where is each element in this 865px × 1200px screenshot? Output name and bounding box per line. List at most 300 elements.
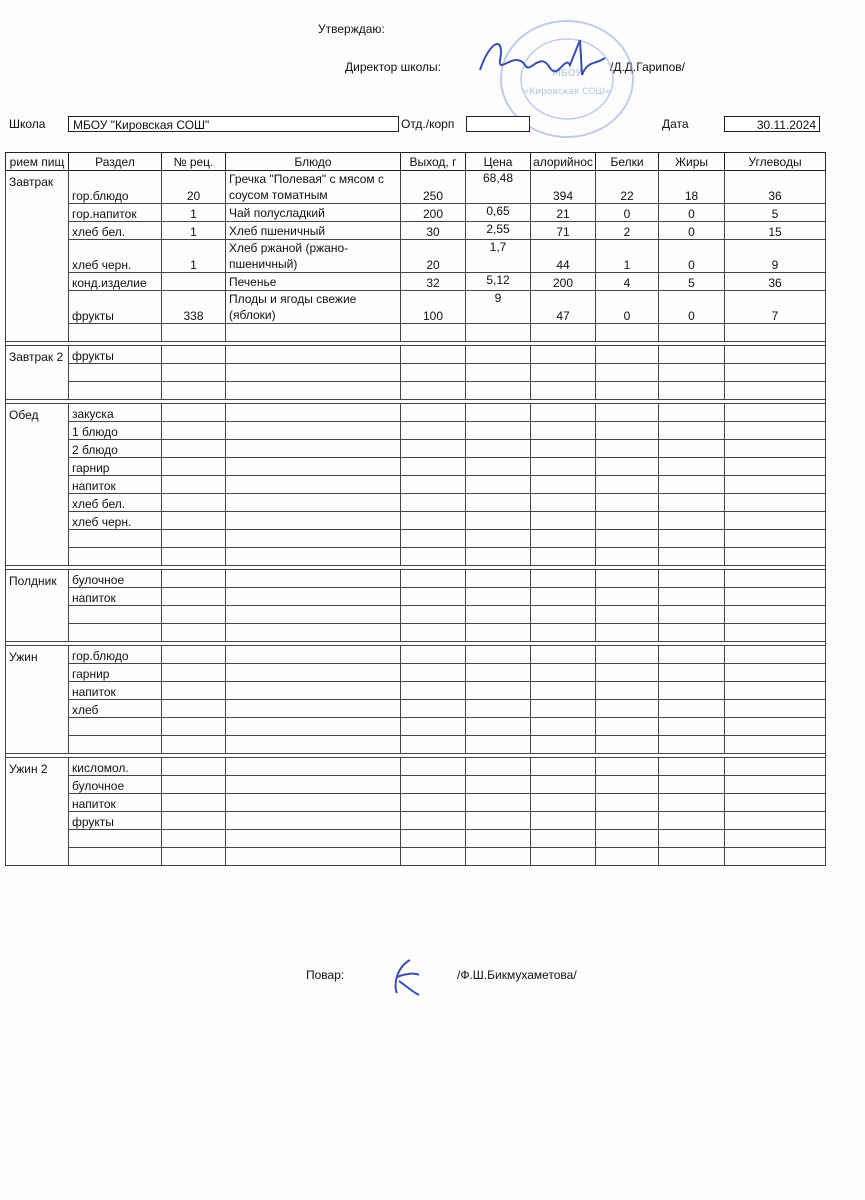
- fat-cell: [659, 700, 725, 718]
- section-cell: хлеб: [69, 700, 162, 718]
- output-cell: [401, 606, 466, 624]
- dish-cell: Плоды и ягоды свежие (яблоки): [226, 291, 401, 324]
- carbs-cell: [725, 588, 826, 606]
- kcal-cell: [531, 664, 596, 682]
- column-header: рием пищ: [6, 153, 69, 171]
- date-field[interactable]: 30.11.2024: [724, 116, 820, 132]
- section-cell: [69, 530, 162, 548]
- price-cell: [466, 382, 531, 400]
- section-cell: гор.блюдо: [69, 171, 162, 204]
- fat-cell: [659, 422, 725, 440]
- output-cell: 30: [401, 222, 466, 240]
- fat-cell: 0: [659, 291, 725, 324]
- cook-name: /Ф.Ш.Бикмухаметова/: [457, 968, 577, 982]
- section-cell: [69, 548, 162, 566]
- kcal-cell: [531, 404, 596, 422]
- kcal-cell: [531, 794, 596, 812]
- dish-cell: [226, 588, 401, 606]
- carbs-cell: [725, 422, 826, 440]
- director-label: Директор школы:: [345, 60, 441, 74]
- protein-cell: [596, 404, 659, 422]
- kcal-cell: [531, 548, 596, 566]
- dish-cell: [226, 364, 401, 382]
- price-cell: [466, 682, 531, 700]
- recipe-cell: [162, 458, 226, 476]
- protein-cell: [596, 458, 659, 476]
- table-row: [6, 171, 826, 204]
- table-row: [6, 324, 826, 342]
- fat-cell: [659, 776, 725, 794]
- kcal-cell: [531, 830, 596, 848]
- output-cell: [401, 494, 466, 512]
- protein-cell: 2: [596, 222, 659, 240]
- approve-label: Утверждаю:: [318, 22, 385, 36]
- recipe-cell: [162, 494, 226, 512]
- protein-cell: [596, 512, 659, 530]
- table-row: [6, 812, 826, 830]
- protein-cell: [596, 776, 659, 794]
- section-cell: фрукты: [69, 346, 162, 364]
- price-cell: [466, 346, 531, 364]
- protein-cell: [596, 700, 659, 718]
- carbs-cell: [725, 682, 826, 700]
- price-cell: 5,12: [466, 273, 531, 291]
- dish-cell: [226, 346, 401, 364]
- recipe-cell: [162, 273, 226, 291]
- protein-cell: 1: [596, 240, 659, 273]
- table-row: [6, 240, 826, 273]
- output-cell: [401, 758, 466, 776]
- output-cell: [401, 422, 466, 440]
- price-cell: 2,55: [466, 222, 531, 240]
- section-cell: напиток: [69, 682, 162, 700]
- fat-cell: 0: [659, 204, 725, 222]
- section-cell: [69, 718, 162, 736]
- protein-cell: [596, 548, 659, 566]
- kcal-cell: [531, 512, 596, 530]
- school-field[interactable]: МБОУ "Кировская СОШ": [68, 116, 399, 132]
- kcal-cell: [531, 494, 596, 512]
- fat-cell: [659, 736, 725, 754]
- section-cell: напиток: [69, 476, 162, 494]
- carbs-cell: [725, 404, 826, 422]
- protein-cell: [596, 494, 659, 512]
- carbs-cell: [725, 812, 826, 830]
- meal-name-cell: Обед: [6, 404, 69, 566]
- svg-text:«Кировская СОШ»: «Кировская СОШ»: [523, 87, 611, 97]
- table-row: [6, 736, 826, 754]
- carbs-cell: [725, 758, 826, 776]
- carbs-cell: [725, 848, 826, 866]
- output-cell: [401, 440, 466, 458]
- kcal-cell: [531, 324, 596, 342]
- price-cell: [466, 624, 531, 642]
- dish-cell: [226, 736, 401, 754]
- output-cell: [401, 776, 466, 794]
- protein-cell: [596, 682, 659, 700]
- section-cell: напиток: [69, 588, 162, 606]
- price-cell: [466, 736, 531, 754]
- fat-cell: [659, 404, 725, 422]
- carbs-cell: [725, 324, 826, 342]
- section-cell: гор.блюдо: [69, 646, 162, 664]
- output-cell: [401, 700, 466, 718]
- recipe-cell: [162, 776, 226, 794]
- carbs-cell: [725, 512, 826, 530]
- carbs-cell: [725, 664, 826, 682]
- output-cell: [401, 812, 466, 830]
- dish-cell: Хлеб пшеничный: [226, 222, 401, 240]
- fat-cell: [659, 588, 725, 606]
- column-header: Раздел: [69, 153, 162, 171]
- kcal-cell: [531, 606, 596, 624]
- table-row: [6, 624, 826, 642]
- recipe-cell: [162, 364, 226, 382]
- price-cell: [466, 364, 531, 382]
- output-cell: [401, 664, 466, 682]
- dish-cell: [226, 794, 401, 812]
- price-cell: [466, 512, 531, 530]
- price-cell: [466, 776, 531, 794]
- protein-cell: [596, 588, 659, 606]
- section-cell: хлеб черн.: [69, 240, 162, 273]
- section-cell: [69, 624, 162, 642]
- table-row: [6, 548, 826, 566]
- output-cell: [401, 364, 466, 382]
- carbs-cell: [725, 346, 826, 364]
- date-label: Дата: [662, 117, 689, 131]
- price-cell: [466, 570, 531, 588]
- recipe-cell: [162, 700, 226, 718]
- dish-cell: [226, 494, 401, 512]
- price-cell: [466, 530, 531, 548]
- carbs-cell: [725, 364, 826, 382]
- price-cell: [466, 646, 531, 664]
- output-cell: [401, 404, 466, 422]
- output-cell: 100: [401, 291, 466, 324]
- recipe-cell: [162, 812, 226, 830]
- recipe-cell: [162, 588, 226, 606]
- protein-cell: 0: [596, 291, 659, 324]
- carbs-cell: [725, 458, 826, 476]
- price-cell: [466, 548, 531, 566]
- dish-cell: [226, 476, 401, 494]
- price-cell: [466, 794, 531, 812]
- dish-cell: [226, 404, 401, 422]
- recipe-cell: [162, 606, 226, 624]
- table-row: [6, 494, 826, 512]
- output-cell: 20: [401, 240, 466, 273]
- dish-cell: Хлеб ржаной (ржано-пшеничный): [226, 240, 401, 273]
- carbs-cell: 36: [725, 171, 826, 204]
- kcal-cell: [531, 736, 596, 754]
- kcal-cell: [531, 382, 596, 400]
- dept-field[interactable]: [466, 116, 530, 132]
- price-cell: [466, 588, 531, 606]
- section-cell: [69, 606, 162, 624]
- protein-cell: [596, 664, 659, 682]
- protein-cell: [596, 758, 659, 776]
- fat-cell: [659, 530, 725, 548]
- director-name: /Д.Д.Гарипов/: [610, 60, 686, 74]
- section-cell: 2 блюдо: [69, 440, 162, 458]
- protein-cell: [596, 570, 659, 588]
- table-row: [6, 404, 826, 422]
- protein-cell: [596, 646, 659, 664]
- output-cell: [401, 548, 466, 566]
- kcal-cell: [531, 848, 596, 866]
- protein-cell: [596, 830, 659, 848]
- kcal-cell: [531, 440, 596, 458]
- kcal-cell: [531, 422, 596, 440]
- fat-cell: [659, 346, 725, 364]
- price-cell: 68,48: [466, 171, 531, 204]
- kcal-cell: [531, 530, 596, 548]
- dish-cell: [226, 646, 401, 664]
- carbs-cell: [725, 776, 826, 794]
- output-cell: [401, 624, 466, 642]
- carbs-cell: [725, 494, 826, 512]
- dish-cell: [226, 324, 401, 342]
- section-cell: хлеб черн.: [69, 512, 162, 530]
- protein-cell: [596, 736, 659, 754]
- recipe-cell: [162, 570, 226, 588]
- output-cell: [401, 794, 466, 812]
- section-cell: [69, 382, 162, 400]
- recipe-cell: 20: [162, 171, 226, 204]
- price-cell: [466, 422, 531, 440]
- meal-name-cell: Завтрак 2: [6, 346, 69, 400]
- output-cell: [401, 458, 466, 476]
- carbs-cell: [725, 794, 826, 812]
- section-cell: хлеб бел.: [69, 494, 162, 512]
- kcal-cell: 21: [531, 204, 596, 222]
- table-row: [6, 588, 826, 606]
- table-row: [6, 758, 826, 776]
- protein-cell: [596, 794, 659, 812]
- output-cell: [401, 512, 466, 530]
- kcal-cell: [531, 812, 596, 830]
- table-row: [6, 606, 826, 624]
- protein-cell: [596, 848, 659, 866]
- section-cell: [69, 848, 162, 866]
- fat-cell: 0: [659, 240, 725, 273]
- section-cell: булочное: [69, 776, 162, 794]
- protein-cell: [596, 476, 659, 494]
- output-cell: [401, 718, 466, 736]
- protein-cell: [596, 530, 659, 548]
- kcal-cell: 200: [531, 273, 596, 291]
- output-cell: 200: [401, 204, 466, 222]
- dish-cell: [226, 700, 401, 718]
- carbs-cell: 9: [725, 240, 826, 273]
- protein-cell: [596, 382, 659, 400]
- recipe-cell: 1: [162, 222, 226, 240]
- protein-cell: 0: [596, 204, 659, 222]
- column-header: Блюдо: [226, 153, 401, 171]
- carbs-cell: [725, 736, 826, 754]
- section-cell: гарнир: [69, 664, 162, 682]
- table-row: [6, 440, 826, 458]
- output-cell: 32: [401, 273, 466, 291]
- kcal-cell: [531, 624, 596, 642]
- recipe-cell: [162, 324, 226, 342]
- recipe-cell: [162, 718, 226, 736]
- fat-cell: [659, 624, 725, 642]
- table-row: [6, 530, 826, 548]
- dish-cell: [226, 682, 401, 700]
- carbs-cell: [725, 440, 826, 458]
- price-cell: [466, 494, 531, 512]
- dish-cell: Печенье: [226, 273, 401, 291]
- section-cell: [69, 736, 162, 754]
- protein-cell: [596, 606, 659, 624]
- price-cell: [466, 664, 531, 682]
- dish-cell: [226, 606, 401, 624]
- dish-cell: [226, 812, 401, 830]
- fat-cell: [659, 548, 725, 566]
- price-cell: [466, 404, 531, 422]
- output-cell: [401, 848, 466, 866]
- carbs-cell: [725, 700, 826, 718]
- dish-cell: [226, 382, 401, 400]
- dish-cell: [226, 570, 401, 588]
- kcal-cell: [531, 718, 596, 736]
- carbs-cell: [725, 570, 826, 588]
- section-cell: 1 блюдо: [69, 422, 162, 440]
- output-cell: [401, 346, 466, 364]
- recipe-cell: [162, 382, 226, 400]
- table-row: [6, 646, 826, 664]
- section-cell: хлеб бел.: [69, 222, 162, 240]
- dish-cell: [226, 548, 401, 566]
- kcal-cell: [531, 776, 596, 794]
- fat-cell: 18: [659, 171, 725, 204]
- price-cell: [466, 440, 531, 458]
- kcal-cell: 71: [531, 222, 596, 240]
- fat-cell: [659, 458, 725, 476]
- table-row: [6, 382, 826, 400]
- protein-cell: 22: [596, 171, 659, 204]
- carbs-cell: [725, 830, 826, 848]
- price-cell: [466, 718, 531, 736]
- recipe-cell: [162, 758, 226, 776]
- dept-label: Отд./корп: [401, 117, 455, 131]
- dish-cell: [226, 422, 401, 440]
- recipe-cell: [162, 646, 226, 664]
- recipe-cell: [162, 404, 226, 422]
- recipe-cell: [162, 794, 226, 812]
- column-header: Жиры: [659, 153, 725, 171]
- carbs-cell: [725, 624, 826, 642]
- kcal-cell: 44: [531, 240, 596, 273]
- column-header: № рец.: [162, 153, 226, 171]
- kcal-cell: 394: [531, 171, 596, 204]
- price-cell: [466, 758, 531, 776]
- kcal-cell: [531, 476, 596, 494]
- price-cell: [466, 606, 531, 624]
- recipe-cell: [162, 848, 226, 866]
- section-cell: [69, 830, 162, 848]
- dish-cell: Чай полусладкий: [226, 204, 401, 222]
- recipe-cell: 338: [162, 291, 226, 324]
- section-cell: фрукты: [69, 812, 162, 830]
- fat-cell: [659, 794, 725, 812]
- fat-cell: [659, 758, 725, 776]
- output-cell: [401, 324, 466, 342]
- dish-cell: [226, 776, 401, 794]
- price-cell: [466, 848, 531, 866]
- output-cell: [401, 530, 466, 548]
- table-row: [6, 794, 826, 812]
- dish-cell: [226, 664, 401, 682]
- table-row: [6, 718, 826, 736]
- fat-cell: 0: [659, 222, 725, 240]
- carbs-cell: [725, 606, 826, 624]
- table-header-row: [6, 153, 826, 171]
- recipe-cell: [162, 422, 226, 440]
- protein-cell: [596, 624, 659, 642]
- section-cell: [69, 324, 162, 342]
- recipe-cell: [162, 624, 226, 642]
- recipe-cell: 1: [162, 204, 226, 222]
- carbs-cell: [725, 382, 826, 400]
- table-row: [6, 570, 826, 588]
- dish-cell: [226, 458, 401, 476]
- fat-cell: [659, 606, 725, 624]
- recipe-cell: [162, 548, 226, 566]
- recipe-cell: [162, 346, 226, 364]
- kcal-cell: [531, 364, 596, 382]
- dish-cell: [226, 440, 401, 458]
- meal-name-cell: Полдник: [6, 570, 69, 642]
- table-row: [6, 682, 826, 700]
- director-signature: [470, 30, 610, 90]
- fat-cell: [659, 570, 725, 588]
- protein-cell: [596, 324, 659, 342]
- recipe-cell: [162, 830, 226, 848]
- fat-cell: [659, 382, 725, 400]
- output-cell: [401, 588, 466, 606]
- dish-cell: [226, 758, 401, 776]
- table-row: [6, 458, 826, 476]
- output-cell: 250: [401, 171, 466, 204]
- kcal-cell: [531, 700, 596, 718]
- section-cell: [69, 364, 162, 382]
- table-row: [6, 700, 826, 718]
- menu-table: [5, 152, 826, 866]
- protein-cell: [596, 812, 659, 830]
- output-cell: [401, 682, 466, 700]
- fat-cell: [659, 494, 725, 512]
- carbs-cell: 7: [725, 291, 826, 324]
- recipe-cell: [162, 512, 226, 530]
- column-header: Белки: [596, 153, 659, 171]
- price-cell: 0,65: [466, 204, 531, 222]
- recipe-cell: [162, 664, 226, 682]
- output-cell: [401, 570, 466, 588]
- price-cell: [466, 476, 531, 494]
- recipe-cell: [162, 736, 226, 754]
- protein-cell: [596, 718, 659, 736]
- fat-cell: [659, 646, 725, 664]
- price-cell: [466, 700, 531, 718]
- table-row: [6, 476, 826, 494]
- dish-cell: [226, 848, 401, 866]
- table-row: [6, 204, 826, 222]
- kcal-cell: [531, 346, 596, 364]
- recipe-cell: [162, 476, 226, 494]
